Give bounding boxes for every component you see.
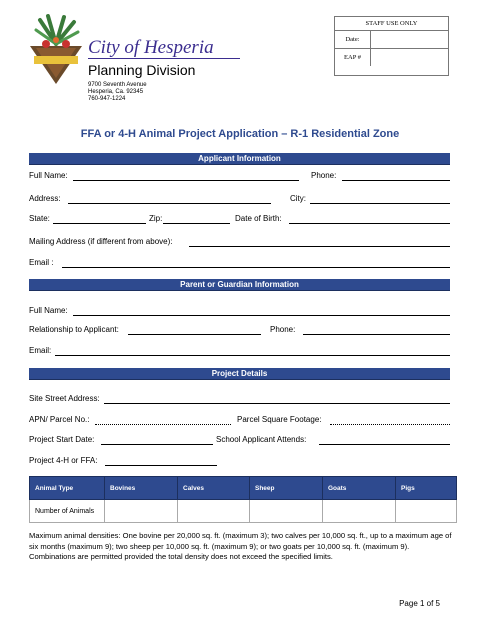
city-logo: [26, 14, 86, 86]
applicant-dob-label: Date of Birth:: [235, 214, 282, 223]
staff-use-title: STAFF USE ONLY: [335, 17, 448, 31]
calves-header: Calves: [178, 477, 250, 500]
staff-date-row: [335, 31, 448, 49]
program-field[interactable]: [105, 465, 217, 466]
applicant-full-name-label: Full Name:: [29, 171, 68, 180]
applicant-zip-label: Zip:: [149, 214, 163, 223]
animal-table-header-row: [30, 477, 457, 500]
guardian-full-name-label: Full Name:: [29, 306, 68, 315]
sheep-header: Sheep: [250, 477, 323, 500]
applicant-mailing-field[interactable]: [189, 246, 450, 247]
apn-field[interactable]: [95, 424, 231, 425]
bovines-count-cell[interactable]: [105, 500, 178, 523]
staff-date-label: Date:: [335, 31, 371, 48]
applicant-zip-field[interactable]: [163, 223, 230, 224]
applicant-state-label: State:: [29, 214, 50, 223]
logo-wordmark: City of Hesperia: [88, 37, 214, 58]
pigs-count-cell[interactable]: [396, 500, 457, 523]
project-start-field[interactable]: [101, 444, 213, 445]
address-line-2: Hesperia, Ca. 92345: [88, 89, 144, 95]
applicant-dob-field[interactable]: [289, 223, 450, 224]
staff-eap-row: [335, 49, 448, 66]
division-name: Planning Division: [88, 62, 196, 78]
applicant-address-label: Address:: [29, 194, 61, 203]
logo-underline: [88, 58, 240, 59]
page-number: Page 1 of 5: [399, 599, 440, 608]
sheep-count-cell[interactable]: [250, 500, 323, 523]
animal-type-header: Animal Type: [30, 477, 105, 500]
parcel-sqft-field[interactable]: [330, 424, 450, 425]
guardian-phone-label: Phone:: [270, 325, 296, 334]
animal-count-table: [29, 476, 457, 523]
guardian-phone-field[interactable]: [303, 334, 450, 335]
project-start-label: Project Start Date:: [29, 435, 95, 444]
guardian-email-field[interactable]: [55, 355, 450, 356]
applicant-phone-field[interactable]: [342, 180, 450, 181]
address-line-1: 9700 Seventh Avenue: [88, 82, 147, 88]
site-address-field[interactable]: [104, 403, 450, 404]
pigs-header: Pigs: [396, 477, 457, 500]
guardian-section-header: Parent or Guardian Information: [29, 279, 450, 291]
guardian-relationship-field[interactable]: [128, 334, 261, 335]
phone-number: 760-947-1224: [88, 96, 126, 102]
applicant-city-label: City:: [290, 194, 306, 203]
applicant-email-field[interactable]: [62, 267, 450, 268]
applicant-address-field[interactable]: [68, 203, 271, 204]
animal-count-row: [30, 500, 457, 523]
guardian-relationship-label: Relationship to Applicant:: [29, 325, 119, 334]
school-label: School Applicant Attends:: [216, 435, 307, 444]
goats-count-cell[interactable]: [323, 500, 396, 523]
applicant-phone-label: Phone:: [311, 171, 337, 180]
applicant-city-field[interactable]: [310, 203, 450, 204]
staff-use-box: [334, 16, 449, 76]
guardian-email-label: Email:: [29, 346, 52, 355]
applicant-section-header: Applicant Information: [29, 153, 450, 165]
guardian-full-name-field[interactable]: [73, 315, 450, 316]
apn-label: APN/ Parcel No.:: [29, 415, 90, 424]
parcel-sqft-label: Parcel Square Footage:: [237, 415, 322, 424]
animal-density-note: Maximum animal densities: One bovine per 20,000 sq. ft. (maximum 3); two calves per 10,000 sq. ft., up to a maximum age of six months (maximum 9); two sheep per 10,000 sq. ft. (maximum 9); or two goats per 10,000 sq. ft. (maximum 9). Combinations are permitted provided the total density does not exceed the specified limits.: [29, 531, 452, 561]
site-address-label: Site Street Address:: [29, 394, 100, 403]
staff-eap-label: EAP #: [335, 49, 371, 66]
bovines-header: Bovines: [105, 477, 178, 500]
applicant-state-field[interactable]: [53, 223, 146, 224]
applicant-mailing-label: Mailing Address (if different from above):: [29, 237, 173, 246]
number-of-animals-label: Number of Animals: [30, 500, 105, 523]
program-label: Project 4-H or FFA:: [29, 456, 98, 465]
applicant-email-label: Email :: [29, 258, 54, 267]
calves-count-cell[interactable]: [178, 500, 250, 523]
school-field[interactable]: [319, 444, 450, 445]
applicant-full-name-field[interactable]: [73, 180, 299, 181]
project-section-header: Project Details: [29, 368, 450, 380]
goats-header: Goats: [323, 477, 396, 500]
form-title: FFA or 4-H Animal Project Application – R-1 Residential Zone: [80, 128, 400, 140]
